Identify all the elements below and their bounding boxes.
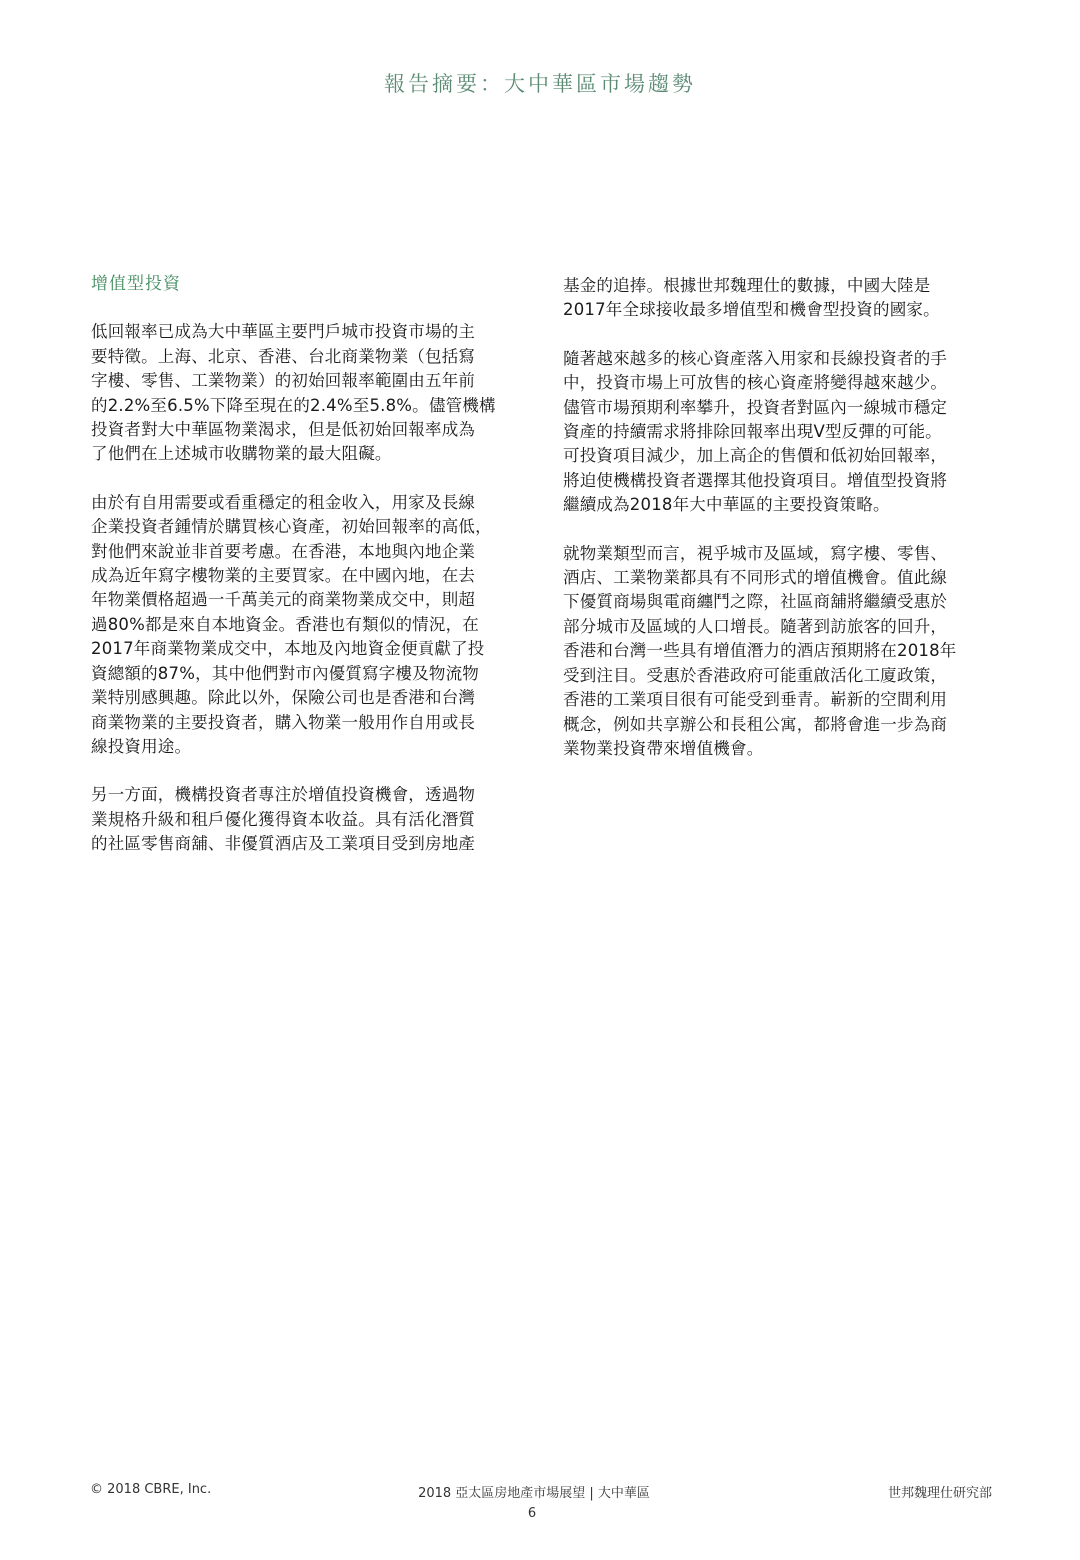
- footer-copyright: © 2018 CBRE, Inc.: [90, 1482, 212, 1497]
- paragraph-property-types: 就物業類型而言，視乎城市及區域，寫字樓、零售、 酒店、工業物業都具有不同形式的增值機會。值此線 下優質商場與電商纏鬥之際，社區商舖將繼續受惠於 部分城市及區域的人口增長。隨著到訪旅客的回升， 香港和台灣一些具有增值潛力的酒店預期將在2018年 受到注目。受惠於香港政府可能重啟活化工廈政策， 香港的工業項目很有可能受到垂青。嶄新的空間利用 概念，例如共享辦公和長租公寓，都將會進一步為商 業物業投資帶來增值機會。: [563, 543, 957, 758]
- right-column: [563, 274, 983, 785]
- paragraph-value-add: 另一方面，機構投資者專注於增值投資機會，透過物 業規格升級和租戶優化獲得資本收益。具有活化潛質 的社區零售商舖、非優質酒店及工業項目受到房地產: [91, 785, 476, 854]
- paragraph-end-users: 由於有自用需要或看重穩定的租金收入，用家及長線 企業投資者鍾情於購買核心資產，初始回報率的高低， 對他們來說並非首要考慮。在香港，本地與內地企業 成為近年寫字樓物業的主要買家。在中國內地，在去 年物業價格超過一千萬美元的商業物業成交中，則超 過80%都是來自本地資金。香港也有類似的情況，在 2017年商業物業成交中，本地及內地資金便貢獻了投 資總額的87%，其中他們對市內優質寫字樓及物流物 業特別感興趣。除此以外，保險公司也是香港和台灣 商業物業的主要投資者，購入物業一般用作自用或長 線投資用途。: [91, 492, 492, 756]
- paragraph-low-yield: 低回報率已成為大中華區主要門戶城市投資市場的主 要特徵。上海、北京、香港、台北商業物業（包括寫 字樓、零售、工業物業）的初始回報率範圍由五年前 的2.2%至6.5%下降至現在的2.4%至5.8%。儘管機構 投資者對大中華區物業渴求，但是低初始回報率成為 了他們在上述城市收購物業的最大阻礙。: [91, 322, 496, 464]
- paragraph-funds: 基金的追捧。根據世邦魏理仕的數據，中國大陸是 2017年全球接收最多增值型和機會型投資的國家。: [563, 276, 940, 320]
- footer-department: 世邦魏理仕研究部: [887, 1486, 992, 1501]
- paragraph-core-assets: 隨著越來越多的核心資產落入用家和長線投資者的手 中，投資市場上可放售的核心資產將變得越來越少。 儘管市場預期利率攀升，投資者對區內一線城市穩定 資產的持續需求將排除回報率出現V型反彈的可能。 可投資項目減少，加上高企的售價和低初始回報率， 將迫使機構投資者選擇其他投資項目。增值型投資將 繼續成為2018年大中華區的主要投資策略。: [563, 348, 948, 515]
- footer-report-title: 2018 亞太區房地產市場展望 | 大中華區: [418, 1486, 650, 1501]
- left-column: [91, 272, 511, 881]
- section-heading: 增值型投資: [91, 274, 181, 294]
- page-title: 報告摘要：大中華區市場趨勢: [384, 72, 696, 96]
- page-number: 6: [527, 1506, 537, 1521]
